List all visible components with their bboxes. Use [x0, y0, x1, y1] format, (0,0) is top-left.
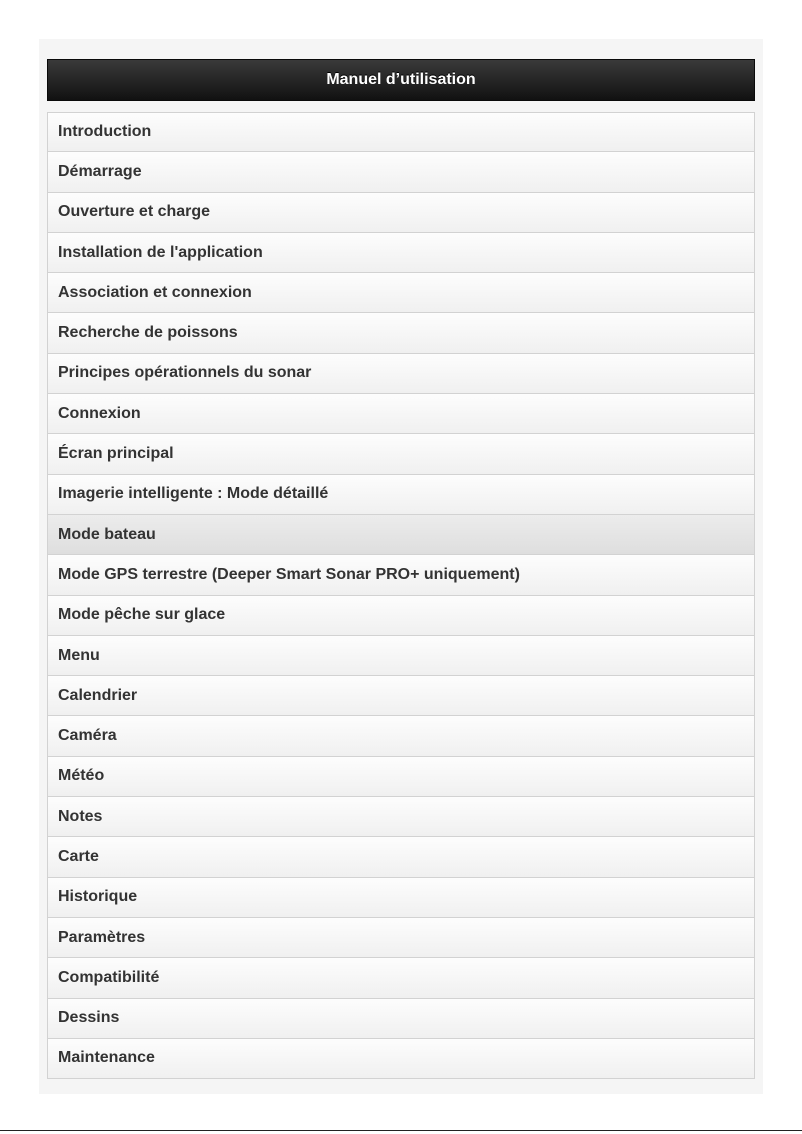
bottom-divider — [0, 1130, 802, 1131]
menu-item-dessins[interactable]: Dessins — [47, 999, 755, 1039]
menu-item-maintenance[interactable]: Maintenance — [47, 1039, 755, 1079]
menu-item-association-connexion[interactable]: Association et connexion — [47, 273, 755, 313]
menu-item-parametres[interactable]: Paramètres — [47, 918, 755, 958]
menu-item-principes-sonar[interactable]: Principes opérationnels du sonar — [47, 354, 755, 394]
menu-item-carte[interactable]: Carte — [47, 837, 755, 877]
menu-item-mode-gps-terrestre[interactable]: Mode GPS terrestre (Deeper Smart Sonar PRO+ uniquement) — [47, 555, 755, 595]
menu-item-imagerie-intelligente[interactable]: Imagerie intelligente : Mode détaillé — [47, 475, 755, 515]
menu-item-demarrage[interactable]: Démarrage — [47, 152, 755, 192]
menu-item-notes[interactable]: Notes — [47, 797, 755, 837]
menu-item-ecran-principal[interactable]: Écran principal — [47, 434, 755, 474]
menu-item-calendrier[interactable]: Calendrier — [47, 676, 755, 716]
menu-item-meteo[interactable]: Météo — [47, 757, 755, 797]
menu-item-installation-application[interactable]: Installation de l'application — [47, 233, 755, 273]
menu-item-mode-bateau[interactable]: Mode bateau — [47, 515, 755, 555]
menu-item-historique[interactable]: Historique — [47, 878, 755, 918]
menu-item-mode-peche-glace[interactable]: Mode pêche sur glace — [47, 596, 755, 636]
menu-item-recherche-poissons[interactable]: Recherche de poissons — [47, 313, 755, 353]
menu-item-compatibilite[interactable]: Compatibilité — [47, 958, 755, 998]
page-title: Manuel d’utilisation — [47, 59, 755, 101]
menu-item-introduction[interactable]: Introduction — [47, 112, 755, 152]
menu-item-camera[interactable]: Caméra — [47, 716, 755, 756]
menu-item-ouverture-charge[interactable]: Ouverture et charge — [47, 193, 755, 233]
manual-menu — [47, 112, 755, 1079]
menu-item-connexion[interactable]: Connexion — [47, 394, 755, 434]
menu-item-menu[interactable]: Menu — [47, 636, 755, 676]
